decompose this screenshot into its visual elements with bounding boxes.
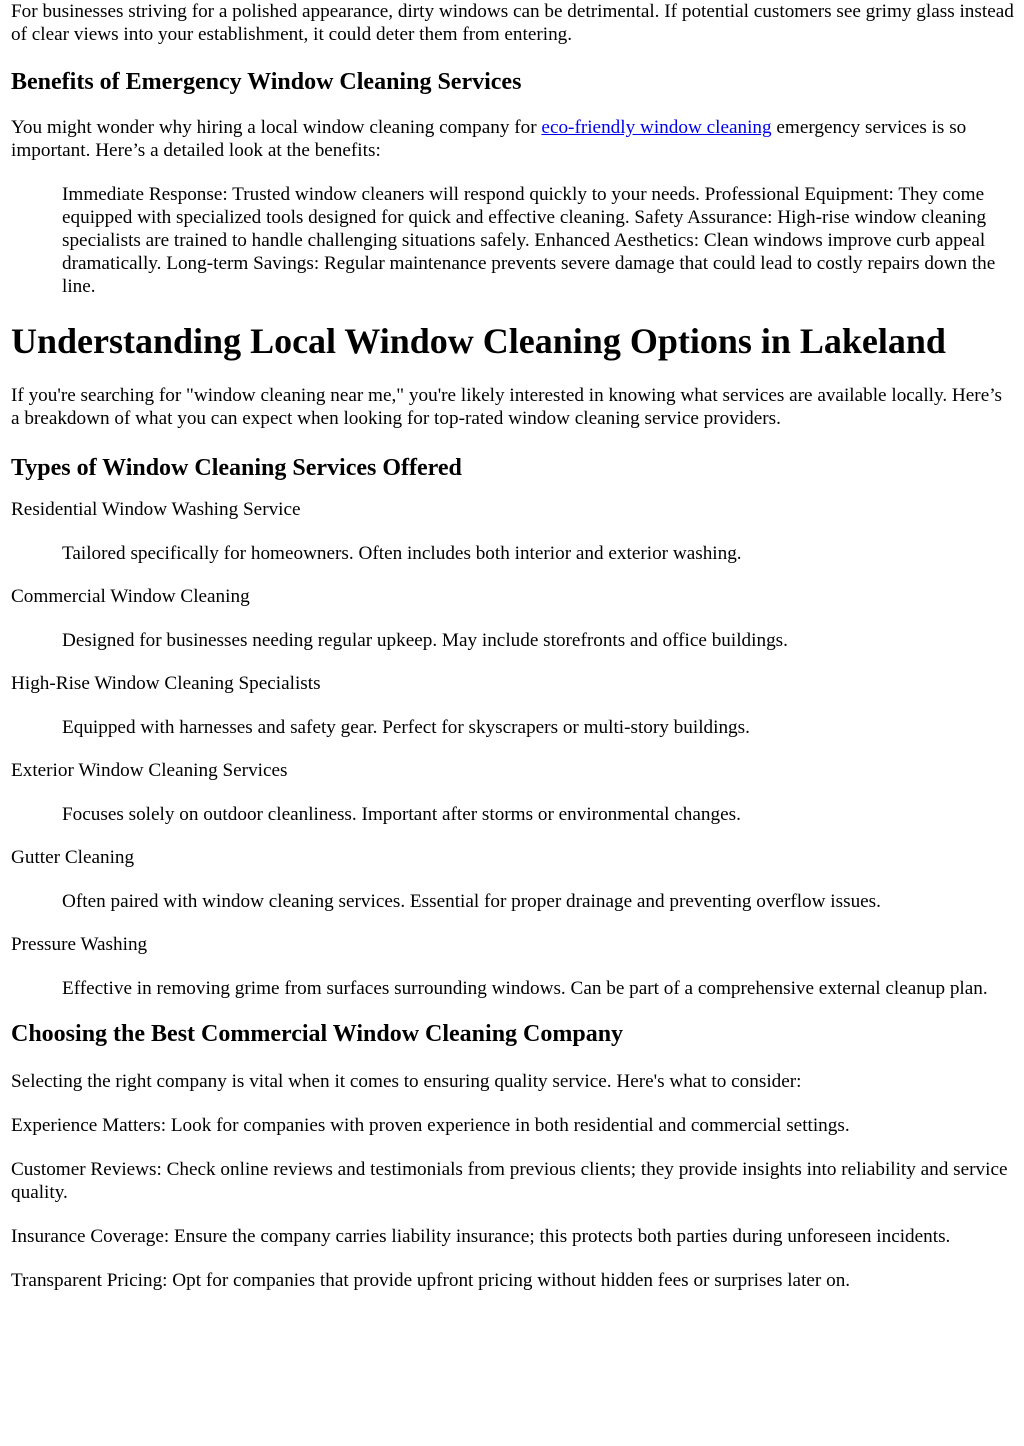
benefits-heading: Benefits of Emergency Window Cleaning Services: [11, 69, 522, 95]
eco-friendly-window-cleaning-link[interactable]: eco-friendly window cleaning: [541, 117, 772, 138]
consideration-item: Customer Reviews: Check online reviews and testimonials from previous clients; they provide insights into reliability and service quality.: [11, 1159, 1008, 1203]
benefits-paragraph-before: You might wonder why hiring a local window cleaning company for: [11, 117, 542, 138]
consideration-item: Insurance Coverage: Ensure the company carries liability insurance; this protects both parties during unforeseen incidents.: [11, 1226, 951, 1247]
understanding-paragraph: If you're searching for "window cleaning near me," you're likely interested in knowing what services are available locally. Here’s a breakdown of what you can expect when looking for top-rated window cleaning service providers.: [11, 385, 1003, 429]
service-title: Residential Window Washing Service: [11, 499, 301, 520]
service-description: Often paired with window cleaning services. Essential for proper drainage and preventing overflow issues.: [62, 891, 881, 912]
benefits-paragraph-after: emergency services is so important. Here’s a detailed look at the benefits:: [11, 117, 967, 161]
benefits-paragraph: [11, 116, 1014, 162]
understanding-heading: Understanding Local Window Cleaning Options in Lakeland: [11, 321, 946, 361]
service-description: Tailored specifically for homeowners. Often includes both interior and exterior washing.: [62, 543, 742, 564]
intro-paragraph: For businesses striving for a polished appearance, dirty windows can be detrimental. If potential customers see grimy glass instead of clear views into your establishment, it could deter them from entering.: [11, 1, 1014, 45]
consideration-item: Experience Matters: Look for companies with proven experience in both residential and commercial settings.: [11, 1115, 850, 1136]
benefits-quote: Immediate Response: Trusted window cleaners will respond quickly to your needs. Professional Equipment: They come equipped with specialized tools designed for quick and effective cleaning. Safety Assurance: High-rise window cleaning specialists are trained to handle challenging situations safely. Enhanced Aesthetics: Clean windows improve curb appeal dramatically. Long-term Savings: Regular maintenance prevents severe damage that could lead to costly repairs down the line.: [62, 184, 996, 297]
service-title: Commercial Window Cleaning: [11, 586, 250, 607]
service-title: Pressure Washing: [11, 934, 148, 955]
types-heading: Types of Window Cleaning Services Offered: [11, 455, 462, 481]
service-title: Gutter Cleaning: [11, 847, 135, 868]
choosing-paragraph: Selecting the right company is vital when it comes to ensuring quality service. Here's what to consider:: [11, 1071, 802, 1092]
service-description: Designed for businesses needing regular upkeep. May include storefronts and office buildings.: [62, 630, 788, 651]
service-title: High-Rise Window Cleaning Specialists: [11, 673, 321, 694]
service-title: Exterior Window Cleaning Services: [11, 760, 288, 781]
service-description: Effective in removing grime from surfaces surrounding windows. Can be part of a comprehensive external cleanup plan.: [62, 978, 988, 999]
service-description: Focuses solely on outdoor cleanliness. Important after storms or environmental changes.: [62, 804, 741, 825]
consideration-item: Transparent Pricing: Opt for companies that provide upfront pricing without hidden fees or surprises later on.: [11, 1270, 851, 1291]
service-types-list: [11, 498, 1014, 1000]
service-description: Equipped with harnesses and safety gear. Perfect for skyscrapers or multi-story buildings.: [62, 717, 750, 738]
choosing-heading: Choosing the Best Commercial Window Cleaning Company: [11, 1021, 624, 1047]
